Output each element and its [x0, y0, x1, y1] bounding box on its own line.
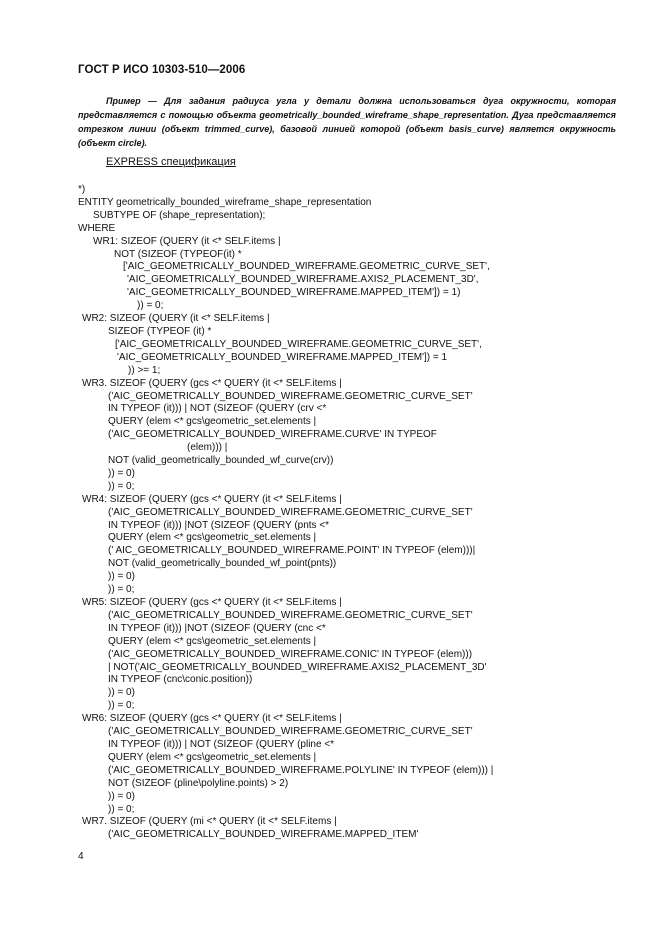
code-line: WR3. SIZEOF (QUERY (gcs <* QUERY (it <* SELF.items | [82, 377, 342, 389]
code-line: WR4: SIZEOF (QUERY (gcs <* QUERY (it <* SELF.items | [82, 493, 342, 505]
express-code-block [0, 184, 661, 842]
code-line: )) = 0; [108, 584, 135, 596]
code-line: IN TYPEOF (cnc\conic.position)) [108, 674, 253, 686]
standard-header: ГОСТ Р ИСО 10303-510—2006 [78, 64, 246, 76]
code-line: )) = 0) [108, 687, 135, 699]
code-line: 'AIC_GEOMETRICALLY_BOUNDED_WIREFRAME.AXIS2_PLACEMENT_3D', [127, 274, 479, 286]
code-line: NOT (valid_geometrically_bounded_wf_point(pnts)) [108, 558, 337, 570]
code-line: )) >= 1; [128, 364, 161, 376]
code-line: ('AIC_GEOMETRICALLY_BOUNDED_WIREFRAME.CONIC' IN TYPEOF (elem))) [108, 648, 473, 660]
code-line: )) = 0) [108, 467, 135, 479]
page-number: 4 [78, 851, 84, 862]
code-line: | NOT('AIC_GEOMETRICALLY_BOUNDED_WIREFRAME.AXIS2_PLACEMENT_3D' [108, 661, 487, 673]
code-line: ('AIC_GEOMETRICALLY_BOUNDED_WIREFRAME.MAPPED_ITEM' [108, 829, 419, 841]
code-line: ('AIC_GEOMETRICALLY_BOUNDED_WIREFRAME.POLYLINE' IN TYPEOF (elem))) | [108, 764, 494, 776]
example-note [78, 94, 616, 150]
code-line: )) = 0) [108, 790, 135, 802]
code-line: ENTITY geometrically_bounded_wireframe_shape_representation [78, 196, 372, 208]
code-line: )) = 0; [108, 803, 135, 815]
code-line: IN TYPEOF (it))) |NOT (SIZEOF (QUERY (cnc <* [108, 622, 326, 634]
code-line: QUERY (elem <* gcs\geometric_set.elements | [108, 635, 317, 647]
code-line: NOT (valid_geometrically_bounded_wf_curve(crv)) [108, 455, 334, 467]
code-line: ['AIC_GEOMETRICALLY_BOUNDED_WIREFRAME.GEOMETRIC_CURVE_SET', [115, 338, 482, 350]
code-line: IN TYPEOF (it))) |NOT (SIZEOF (QUERY (pnts <* [108, 519, 330, 531]
code-line: WR1: SIZEOF (QUERY (it <* SELF.items | [93, 235, 281, 247]
code-line: QUERY (elem <* gcs\geometric_set.elements | [108, 751, 317, 763]
code-line: WR2: SIZEOF (QUERY (it <* SELF.items | [82, 313, 270, 325]
code-line: IN TYPEOF (it))) | NOT (SIZEOF (QUERY (crv <* [108, 403, 327, 415]
code-line: )) = 0) [108, 571, 135, 583]
code-line: ('AIC_GEOMETRICALLY_BOUNDED_WIREFRAME.GEOMETRIC_CURVE_SET' [108, 390, 473, 402]
express-spec-heading: EXPRESS спецификация [106, 156, 236, 168]
example-note-text: Пример — Для задания радиуса угла у детали должна использоваться дуга окружности, которая представляется с помощью объекта geometrically_bounded_wireframe_shape_representation. Дуга представляется отрезком линии (объект trimmed_curve), базовой линией которой (объект basis_curve) является окружность (объект circle). [78, 96, 616, 148]
code-line: ('AIC_GEOMETRICALLY_BOUNDED_WIREFRAME.CURVE' IN TYPEOF [108, 429, 437, 441]
code-line: ['AIC_GEOMETRICALLY_BOUNDED_WIREFRAME.GEOMETRIC_CURVE_SET', [123, 261, 490, 273]
code-line: NOT (SIZEOF (TYPEOF(it) * [114, 248, 242, 260]
code-line: WR6: SIZEOF (QUERY (gcs <* QUERY (it <* SELF.items | [82, 713, 342, 725]
code-line: NOT (SIZEOF (pline\polyline.points) > 2) [108, 777, 289, 789]
code-line: WR7. SIZEOF (QUERY (mi <* QUERY (it <* SELF.items | [82, 816, 337, 828]
code-line: ('AIC_GEOMETRICALLY_BOUNDED_WIREFRAME.GEOMETRIC_CURVE_SET' [108, 506, 473, 518]
code-line: ('AIC_GEOMETRICALLY_BOUNDED_WIREFRAME.GEOMETRIC_CURVE_SET' [108, 726, 473, 738]
code-line: 'AIC_GEOMETRICALLY_BOUNDED_WIREFRAME.MAPPED_ITEM']) = 1) [127, 287, 461, 299]
code-line: (' AIC_GEOMETRICALLY_BOUNDED_WIREFRAME.POINT' IN TYPEOF (elem)))| [108, 545, 476, 557]
code-line: WHERE [78, 222, 116, 234]
code-line: )) = 0; [108, 700, 135, 712]
code-line: *) [78, 184, 86, 195]
code-line: QUERY (elem <* gcs\geometric_set.elements | [108, 416, 317, 428]
code-line: IN TYPEOF (it))) | NOT (SIZEOF (QUERY (pline <* [108, 738, 335, 750]
code-line: WR5: SIZEOF (QUERY (gcs <* QUERY (it <* SELF.items | [82, 597, 342, 608]
code-line: 'AIC_GEOMETRICALLY_BOUNDED_WIREFRAME.MAPPED_ITEM']) = 1 [117, 351, 448, 363]
code-line: )) = 0; [108, 480, 135, 492]
code-line: SUBTYPE OF (shape_representation); [93, 209, 266, 221]
code-line: QUERY (elem <* gcs\geometric_set.elements | [108, 532, 317, 544]
code-line: (elem))) | [187, 442, 228, 454]
code-line: )) = 0; [137, 300, 164, 312]
code-line: SIZEOF (TYPEOF (it) * [108, 325, 212, 337]
code-line: ('AIC_GEOMETRICALLY_BOUNDED_WIREFRAME.GEOMETRIC_CURVE_SET' [108, 609, 473, 621]
